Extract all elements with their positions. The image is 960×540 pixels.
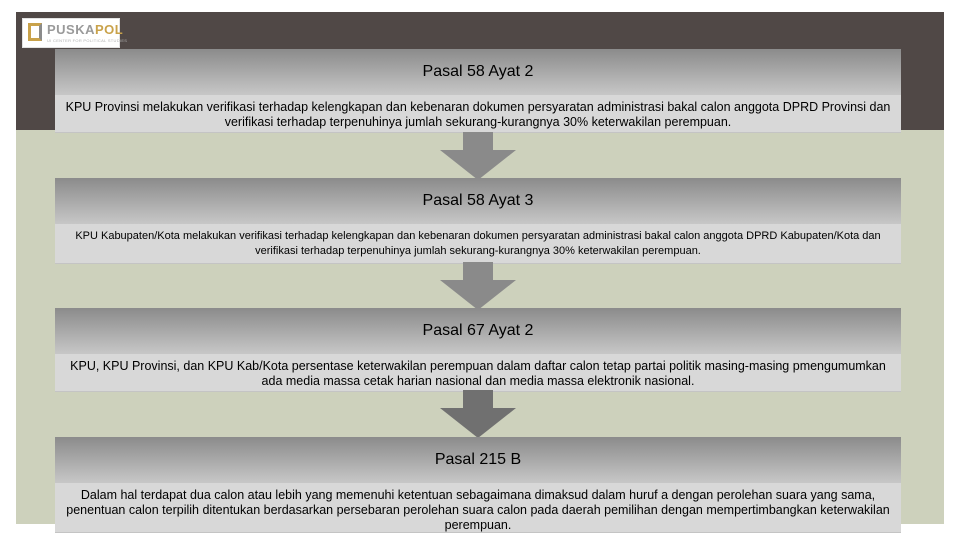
step-pasal-215-b (55, 437, 901, 533)
logo-wordmark (47, 22, 123, 37)
down-arrow-icon (440, 262, 516, 310)
down-arrow-icon (440, 132, 516, 180)
step-title: Pasal 215 B (55, 437, 901, 483)
logo-name-accent: POL (95, 22, 124, 37)
step-description: KPU Kabupaten/Kota melakukan verifikasi terhadap kelengkapan dan kebenaran dokumen persyaratan administrasi bakal calon anggota DPRD Kabupaten/Kota dan verifikasi terhadap terpenuhinya jumlah sekurang-kurangnya 30% keterwakilan perempuan. (55, 224, 901, 264)
logo-name: PUSKA (47, 22, 96, 37)
step-title: Pasal 58 Ayat 2 (55, 49, 901, 95)
step-pasal-67-ayat-2 (55, 308, 901, 392)
step-description: KPU, KPU Provinsi, dan KPU Kab/Kota persentase keterwakilan perempuan dalam daftar calon tetap partai politik masing-masing pmengumumkan ada media massa cetak harian nasional dan media massa elektronik nasional. (55, 354, 901, 392)
step-description: KPU Provinsi melakukan verifikasi terhadap kelengkapan dan kebenaran dokumen persyaratan administrasi bakal calon anggota DPRD Provinsi dan verifikasi terhadap terpenuhinya jumlah sekurang-kurangnya 30% keterwakilan perempuan. (55, 95, 901, 133)
down-arrow-icon (440, 390, 516, 438)
logo-mark-icon (28, 23, 42, 41)
step-pasal-58-ayat-3 (55, 178, 901, 264)
puskapol-logo (22, 18, 128, 48)
step-pasal-58-ayat-2 (55, 49, 901, 133)
logo-tagline: UI CENTER FOR POLITICAL STUDIES (47, 38, 128, 43)
step-description: Dalam hal terdapat dua calon atau lebih yang memenuhi ketentuan sebagaimana dimaksud dalam huruf a dengan perolehan suara yang sama, penentuan calon terpilih ditentukan berdasarkan persebaran perolehan suara calon pada daerah pemilihan dengan mempertimbangkan keterwakilan perempuan. (55, 483, 901, 533)
step-title: Pasal 58 Ayat 3 (55, 178, 901, 224)
step-title: Pasal 67 Ayat 2 (55, 308, 901, 354)
